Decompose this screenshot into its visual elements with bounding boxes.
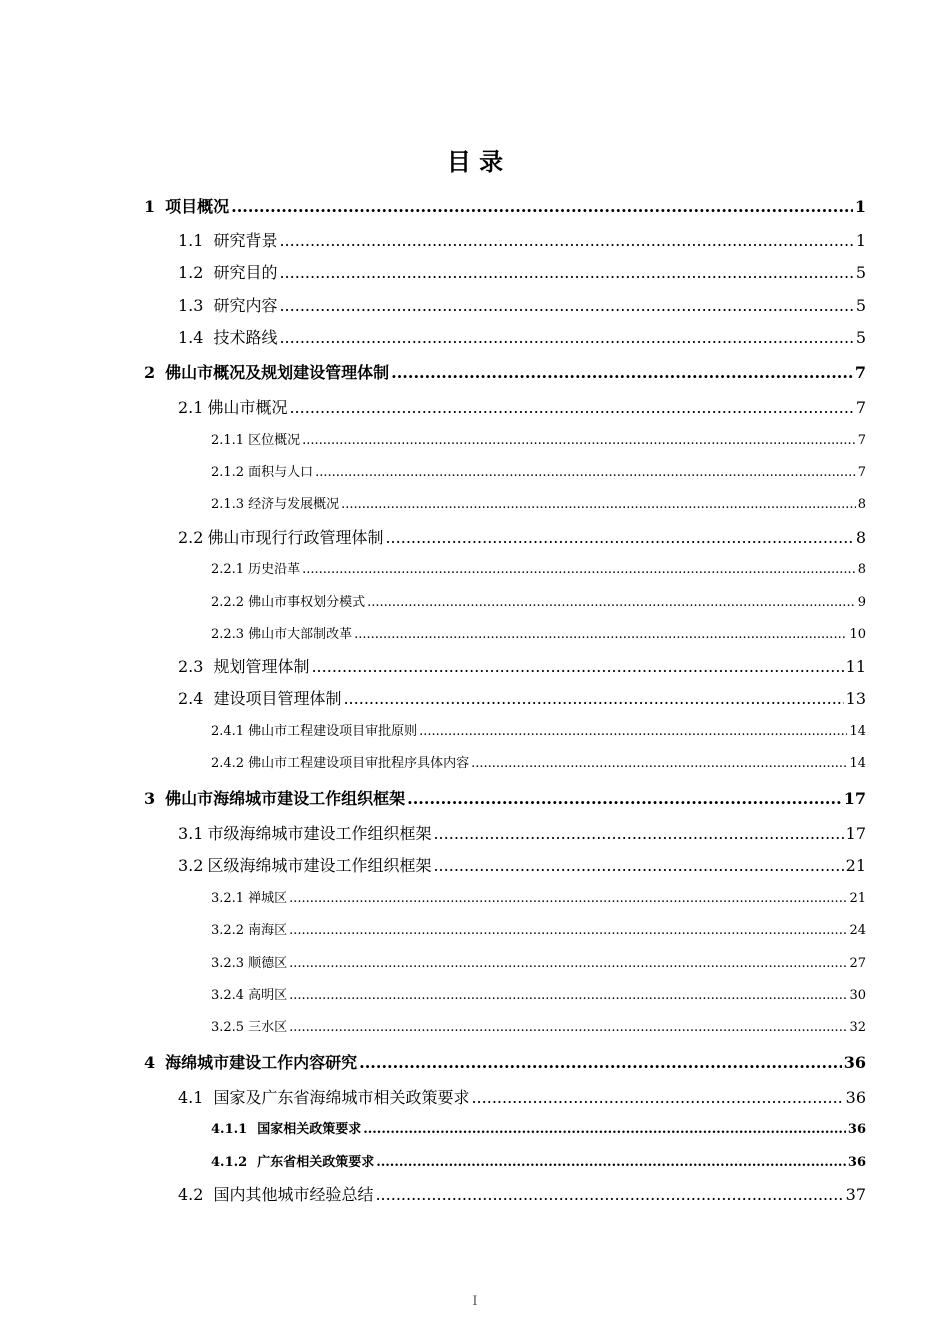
entry-number: 3.2	[178, 856, 204, 875]
entry-title: 技术路线	[213, 328, 278, 347]
toc-entry-3-2-1[interactable]	[211, 887, 866, 906]
entry-number: 2.1.2	[211, 465, 245, 480]
entry-page: 36	[843, 1053, 866, 1072]
entry-page: 21	[845, 856, 866, 875]
toc-entry-2-2-1[interactable]	[211, 558, 866, 577]
entry-number: 2.2	[178, 528, 204, 547]
entry-number: 3.1	[178, 824, 204, 843]
leader-dots	[289, 923, 847, 938]
entry-title: 历史沿革	[248, 562, 301, 577]
entry-title: 高明区	[248, 988, 288, 1003]
toc-entry-4-2[interactable]	[178, 1182, 866, 1205]
toc-entry-2-4[interactable]	[178, 686, 866, 709]
toc-entry-2-1[interactable]	[178, 395, 866, 418]
entry-title: 国家及广东省海绵城市相关政策要求	[213, 1088, 470, 1107]
leader-dots	[471, 1088, 843, 1107]
entry-number: 2.4	[178, 689, 204, 708]
entry-page: 36	[847, 1122, 866, 1137]
toc-entry-2-3[interactable]	[178, 654, 866, 677]
entry-page: 17	[843, 789, 866, 808]
entry-title: 佛山市大部制改革	[248, 627, 353, 642]
entry-title: 佛山市事权划分模式	[248, 595, 366, 610]
entry-number: 2.2.2	[211, 595, 245, 610]
leader-dots	[375, 1185, 843, 1204]
toc-entry-3-1[interactable]	[178, 821, 866, 844]
entry-title: 国内其他城市经验总结	[213, 1185, 374, 1204]
entry-page: 7	[855, 398, 866, 417]
entry-page: 8	[855, 528, 866, 547]
toc-entry-4-1-1[interactable]	[211, 1118, 866, 1137]
entry-page: 36	[847, 1155, 866, 1170]
entry-title: 国家相关政策要求	[257, 1122, 362, 1137]
leader-dots	[289, 398, 853, 417]
entry-page: 27	[849, 956, 866, 971]
entry-title: 研究目的	[213, 263, 278, 282]
entry-number: 3.2.5	[211, 1020, 245, 1035]
toc-entry-2-1-1[interactable]	[211, 429, 866, 448]
entry-number: 3.2.3	[211, 956, 245, 971]
toc-entry-1-1[interactable]	[178, 228, 866, 251]
leader-dots	[385, 528, 853, 547]
leader-dots	[302, 562, 856, 577]
leader-dots	[343, 689, 843, 708]
entry-page: 21	[849, 891, 866, 906]
toc-entry-4-1-2[interactable]	[211, 1151, 866, 1170]
entry-number: 1.3	[178, 296, 204, 315]
leader-dots	[363, 1122, 846, 1137]
toc-entry-4-1[interactable]	[178, 1085, 866, 1108]
leader-dots	[289, 956, 847, 971]
leader-dots	[407, 789, 842, 808]
toc-entry-3-2[interactable]	[178, 853, 866, 876]
entry-page: 32	[849, 1020, 866, 1035]
toc-entry-3-2-5[interactable]	[211, 1016, 866, 1035]
entry-number: 3.2.4	[211, 988, 245, 1003]
entry-number: 2.1.3	[211, 497, 245, 512]
leader-dots	[359, 1053, 842, 1072]
entry-title: 南海区	[248, 923, 288, 938]
entry-number: 2.2.3	[211, 627, 245, 642]
entry-page: 5	[855, 263, 866, 282]
toc-entry-2-1-2[interactable]	[211, 461, 866, 480]
page-number-footer: I	[472, 1294, 478, 1309]
entry-title: 研究内容	[213, 296, 278, 315]
leader-dots	[279, 328, 853, 347]
entry-number: 4	[144, 1053, 156, 1072]
leader-dots	[376, 1155, 846, 1170]
entry-number: 3	[144, 789, 156, 808]
entry-number: 4.1.1	[211, 1122, 248, 1137]
entry-title: 佛山市工程建设项目审批原则	[248, 724, 418, 739]
leader-dots	[354, 627, 847, 642]
toc-entry-2-1-3[interactable]	[211, 493, 866, 512]
entry-number: 2.4.2	[211, 756, 245, 771]
entry-page: 14	[849, 756, 866, 771]
entry-title: 面积与人口	[248, 465, 314, 480]
entry-number: 4.1.2	[211, 1155, 248, 1170]
leader-dots	[231, 197, 853, 216]
entry-number: 2.2.1	[211, 562, 245, 577]
entry-page: 8	[857, 497, 866, 512]
leader-dots	[471, 756, 847, 771]
toc-entry-2[interactable]	[144, 360, 866, 383]
toc-entry-3-2-4[interactable]	[211, 984, 866, 1003]
entry-page: 8	[857, 562, 866, 577]
entry-number: 4.1	[178, 1088, 204, 1107]
leader-dots	[302, 433, 856, 448]
entry-page: 1	[855, 231, 866, 250]
leader-dots	[311, 657, 843, 676]
toc-entry-1[interactable]	[144, 194, 866, 217]
toc-entry-3-2-2[interactable]	[211, 919, 866, 938]
entry-number: 1.2	[178, 263, 204, 282]
entry-title: 佛山市工程建设项目审批程序具体内容	[248, 756, 470, 771]
entry-page: 5	[855, 296, 866, 315]
leader-dots	[341, 497, 856, 512]
leader-dots	[391, 363, 853, 382]
entry-page: 30	[849, 988, 866, 1003]
leader-dots	[433, 856, 843, 875]
entry-page: 24	[849, 923, 866, 938]
leader-dots	[419, 724, 847, 739]
entry-number: 2.3	[178, 657, 204, 676]
entry-number: 2	[144, 363, 156, 382]
entry-title: 市级海绵城市建设工作组织框架	[207, 824, 432, 843]
leader-dots	[279, 263, 853, 282]
entry-page: 7	[857, 433, 866, 448]
page-title: 目 录	[446, 148, 504, 176]
toc-entry-1-4[interactable]	[178, 325, 866, 348]
entry-title: 研究背景	[213, 231, 278, 250]
leader-dots	[433, 824, 843, 843]
entry-page: 17	[845, 824, 866, 843]
leader-dots	[289, 988, 847, 1003]
toc-entry-2-2-2[interactable]	[211, 591, 866, 610]
entry-title: 建设项目管理体制	[213, 689, 342, 708]
entry-number: 4.2	[178, 1185, 204, 1204]
entry-page: 9	[857, 595, 866, 610]
entry-title: 顺德区	[248, 956, 288, 971]
entry-title: 规划管理体制	[213, 657, 310, 676]
toc-entry-3-2-3[interactable]	[211, 952, 866, 971]
entry-title: 佛山市海绵城市建设工作组织框架	[165, 789, 406, 808]
entry-number: 3.2.1	[211, 891, 245, 906]
entry-number: 2.1.1	[211, 433, 245, 448]
leader-dots	[289, 1020, 847, 1035]
entry-page: 5	[855, 328, 866, 347]
entry-page: 36	[845, 1088, 866, 1107]
leader-dots	[367, 595, 856, 610]
leader-dots	[279, 296, 853, 315]
leader-dots	[279, 231, 853, 250]
toc-entry-3[interactable]	[144, 786, 866, 809]
entry-page: 13	[845, 689, 866, 708]
entry-title: 三水区	[248, 1020, 288, 1035]
entry-title: 佛山市概况及规划建设管理体制	[165, 363, 390, 382]
entry-title: 佛山市概况	[207, 398, 288, 417]
entry-number: 2.4.1	[211, 724, 245, 739]
entry-title: 禅城区	[248, 891, 288, 906]
entry-number: 2.1	[178, 398, 204, 417]
entry-title: 项目概况	[165, 197, 230, 216]
entry-page: 11	[845, 657, 866, 676]
toc-entry-1-3[interactable]	[178, 293, 866, 316]
entry-title: 佛山市现行行政管理体制	[207, 528, 384, 547]
entry-title: 区级海绵城市建设工作组织框架	[207, 856, 432, 875]
entry-title: 区位概况	[248, 433, 301, 448]
toc-entry-2-4-2[interactable]	[211, 752, 866, 771]
entry-page: 7	[857, 465, 866, 480]
toc-entry-2-2-3[interactable]	[211, 623, 866, 642]
leader-dots	[289, 891, 847, 906]
entry-title: 广东省相关政策要求	[257, 1155, 375, 1170]
entry-title: 海绵城市建设工作内容研究	[165, 1053, 358, 1072]
entry-page: 37	[845, 1185, 866, 1204]
entry-page: 1	[854, 197, 866, 216]
entry-page: 7	[854, 363, 866, 382]
leader-dots	[315, 465, 856, 480]
toc-entry-2-4-1[interactable]	[211, 720, 866, 739]
entry-number: 3.2.2	[211, 923, 245, 938]
entry-number: 1	[144, 197, 156, 216]
entry-number: 1.4	[178, 328, 204, 347]
entry-page: 14	[849, 724, 866, 739]
entry-page: 10	[849, 627, 866, 642]
entry-title: 经济与发展概况	[248, 497, 340, 512]
entry-number: 1.1	[178, 231, 204, 250]
toc-entry-1-2[interactable]	[178, 260, 866, 283]
toc-entry-2-2[interactable]	[178, 525, 866, 548]
toc-entry-4[interactable]	[144, 1050, 866, 1073]
